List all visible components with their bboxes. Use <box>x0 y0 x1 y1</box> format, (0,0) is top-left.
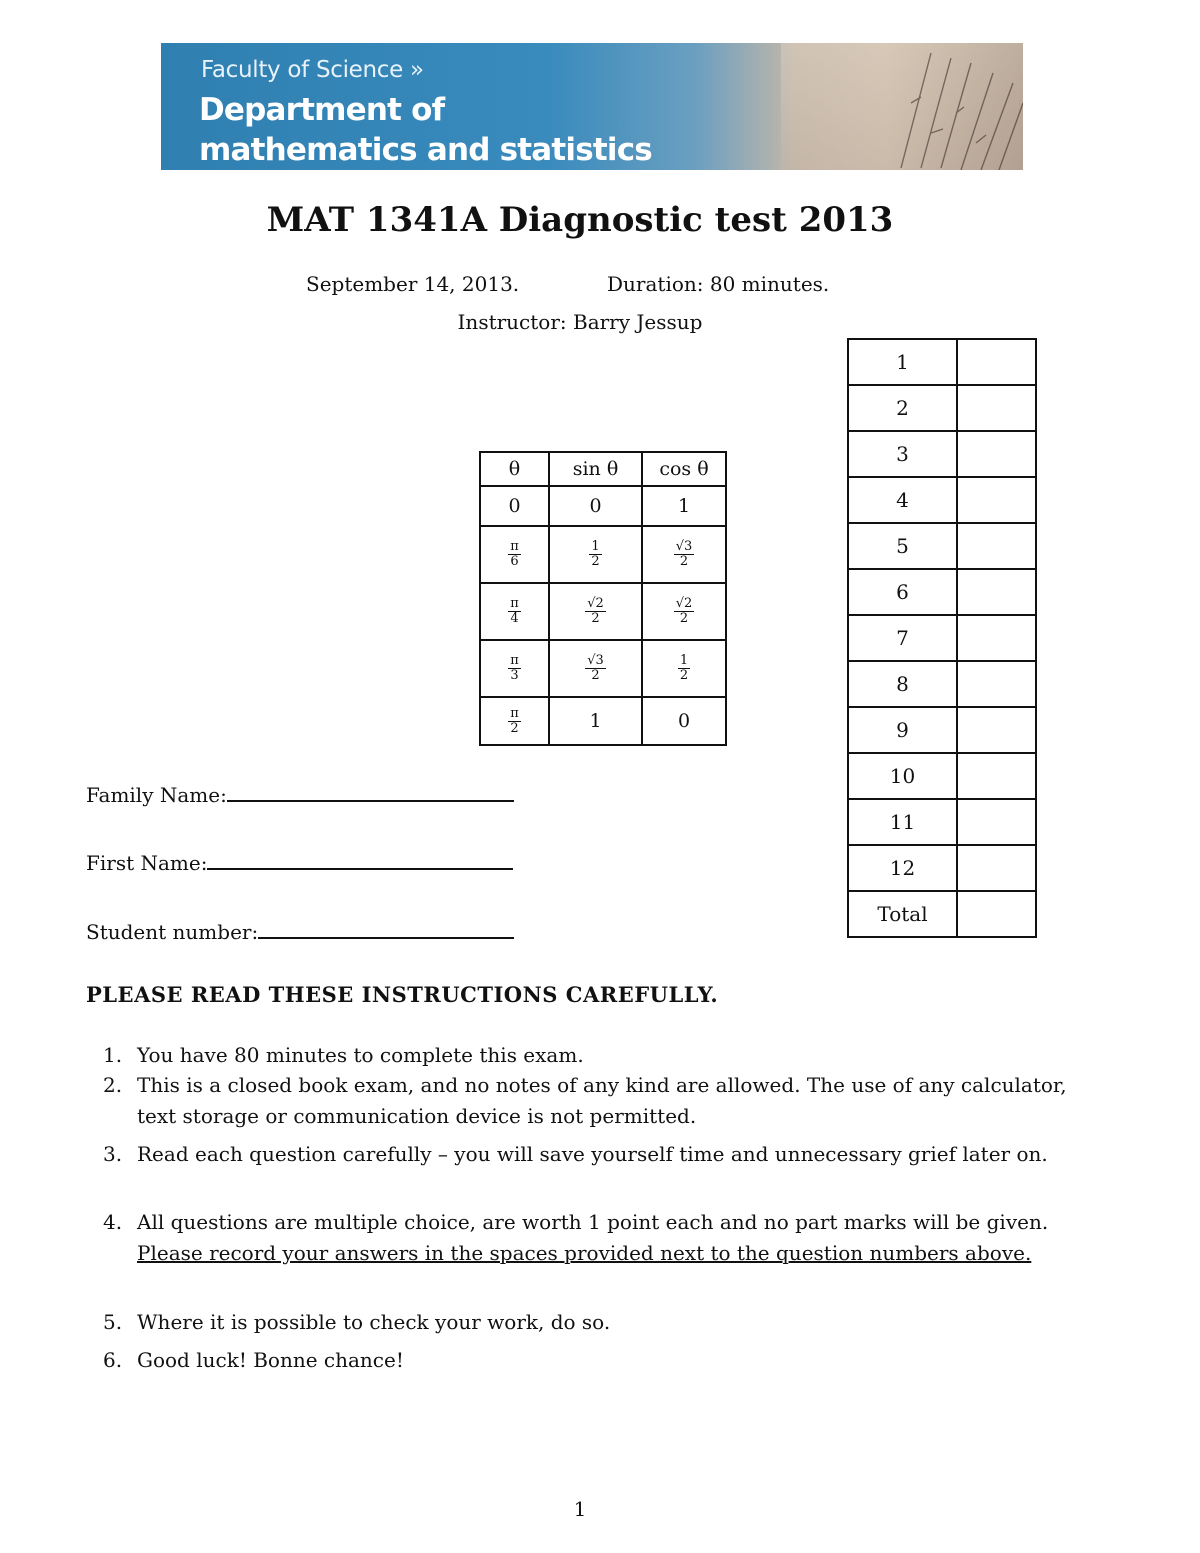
family-name-blank[interactable] <box>227 778 514 802</box>
cell-cos <box>642 526 726 583</box>
first-name-blank[interactable] <box>207 846 513 870</box>
answer-box[interactable] <box>957 569 1036 615</box>
banner-background-image <box>781 43 1023 170</box>
department-banner <box>161 43 1023 170</box>
question-number: 1 <box>848 339 957 385</box>
item-text: You have 80 minutes to complete this exam. <box>137 1043 584 1067</box>
table-row <box>480 526 726 583</box>
answer-score-table <box>847 338 1037 938</box>
fraction: $\frac{\pi}{6}$ <box>510 539 519 569</box>
table-row <box>848 845 1036 891</box>
cell-theta <box>480 583 549 640</box>
page-title: MAT 1341A Diagnostic test 2013 <box>266 200 894 240</box>
item-number: 4. <box>103 1210 123 1234</box>
question-number: 12 <box>848 845 957 891</box>
item-number: 1. <box>103 1043 123 1067</box>
fraction: $\frac{√2}{2}$ <box>587 596 604 626</box>
table-header-row <box>480 452 726 486</box>
question-number: 2 <box>848 385 957 431</box>
question-number: 9 <box>848 707 957 753</box>
fraction: $\frac{√3}{2}$ <box>587 653 604 683</box>
student-number-label: Student number: <box>86 920 259 944</box>
exam-date: September 14, 2013. <box>306 272 520 296</box>
total-label: Total <box>848 891 957 937</box>
answer-box[interactable] <box>957 385 1036 431</box>
list-item <box>103 1070 1108 1132</box>
cell-theta <box>480 697 549 745</box>
item-number: 2. <box>103 1073 123 1097</box>
table-row <box>848 615 1036 661</box>
item-number: 3. <box>103 1142 123 1166</box>
table-row <box>848 477 1036 523</box>
table-row <box>848 385 1036 431</box>
answer-box[interactable] <box>957 799 1036 845</box>
header-theta: θ <box>480 452 549 486</box>
page-number: 1 <box>573 1497 587 1521</box>
department-label-line2: mathematics and statistics <box>199 132 652 168</box>
answer-box[interactable] <box>957 339 1036 385</box>
question-number: 11 <box>848 799 957 845</box>
student-number-blank[interactable] <box>258 915 514 939</box>
table-row <box>848 569 1036 615</box>
header-cos: cos θ <box>642 452 726 486</box>
cell-sin: 0 <box>549 486 642 526</box>
student-number-field <box>86 915 514 944</box>
table-row <box>480 486 726 526</box>
cell-cos <box>642 640 726 697</box>
cell-theta: 0 <box>480 486 549 526</box>
item-text: Where it is possible to check your work, do so. <box>137 1310 611 1334</box>
cell-sin <box>549 640 642 697</box>
table-row <box>848 707 1036 753</box>
instructor-line: Instructor: Barry Jessup <box>457 310 703 334</box>
fraction: $\frac{√2}{2}$ <box>675 596 693 626</box>
cell-theta <box>480 640 549 697</box>
department-label-line1: Department of <box>199 92 445 128</box>
book-photo-decoration <box>781 43 1023 170</box>
item-number: 5. <box>103 1310 123 1334</box>
first-name-label: First Name: <box>86 851 208 875</box>
answer-box[interactable] <box>957 753 1036 799</box>
fraction: $\frac{\pi}{4}$ <box>510 596 519 626</box>
item-text-plain: All questions are multiple choice, are worth 1 point each and no part marks will be given. <box>137 1210 1049 1234</box>
list-item <box>103 1345 1108 1376</box>
family-name-label: Family Name: <box>86 783 227 807</box>
answer-box[interactable] <box>957 845 1036 891</box>
cell-cos: 0 <box>642 697 726 745</box>
table-row <box>848 339 1036 385</box>
answer-box[interactable] <box>957 661 1036 707</box>
table-row <box>848 661 1036 707</box>
cell-theta <box>480 526 549 583</box>
table-row <box>848 523 1036 569</box>
answer-box[interactable] <box>957 615 1036 661</box>
item-number: 6. <box>103 1348 123 1372</box>
cell-sin <box>549 526 642 583</box>
table-row <box>848 753 1036 799</box>
question-number: 3 <box>848 431 957 477</box>
answer-box[interactable] <box>957 707 1036 753</box>
cell-sin <box>549 583 642 640</box>
fraction: $\frac{\pi}{2}$ <box>510 705 519 736</box>
fraction: $\frac{√3}{2}$ <box>675 539 693 569</box>
fraction: $\frac{1}{2}$ <box>591 539 600 569</box>
table-row <box>848 891 1036 937</box>
header-sin: sin θ <box>549 452 642 486</box>
question-number: 4 <box>848 477 957 523</box>
family-name-field <box>86 778 514 807</box>
instructions-heading: PLEASE READ THESE INSTRUCTIONS CAREFULLY. <box>86 982 719 1007</box>
cell-cos <box>642 583 726 640</box>
answer-box[interactable] <box>957 477 1036 523</box>
answer-box[interactable] <box>957 523 1036 569</box>
question-number: 10 <box>848 753 957 799</box>
table-row <box>848 799 1036 845</box>
fraction: $\frac{1}{2}$ <box>679 653 689 683</box>
first-name-field <box>86 846 513 875</box>
question-number: 8 <box>848 661 957 707</box>
list-item <box>103 1307 1108 1338</box>
item-text: Good luck! Bonne chance! <box>137 1348 404 1372</box>
trig-values-table <box>479 451 727 746</box>
exam-duration: Duration: 80 minutes. <box>607 272 830 296</box>
cell-cos: 1 <box>642 486 726 526</box>
item-text-underlined: Please record your answers in the spaces provided next to the question numbers above. <box>137 1241 1032 1265</box>
question-number: 7 <box>848 615 957 661</box>
item-text: Read each question carefully – you will save yourself time and unnecessary grief later on. <box>137 1142 1048 1166</box>
cell-sin: 1 <box>549 697 642 745</box>
list-item <box>103 1040 1108 1071</box>
question-number: 6 <box>848 569 957 615</box>
table-row <box>480 640 726 697</box>
item-text: This is a closed book exam, and no notes of any kind are allowed. The use of any calculator, text storage or communication device is not permitted. <box>137 1073 1067 1128</box>
answer-box[interactable] <box>957 431 1036 477</box>
item-text <box>137 1207 1108 1269</box>
table-row <box>480 697 726 745</box>
table-row <box>480 583 726 640</box>
question-number: 5 <box>848 523 957 569</box>
list-item <box>103 1207 1108 1269</box>
total-box[interactable] <box>957 891 1036 937</box>
list-item <box>103 1139 1108 1170</box>
fraction: $\frac{\pi}{3}$ <box>510 653 519 683</box>
faculty-label: Faculty of Science » <box>201 57 424 83</box>
table-row <box>848 431 1036 477</box>
